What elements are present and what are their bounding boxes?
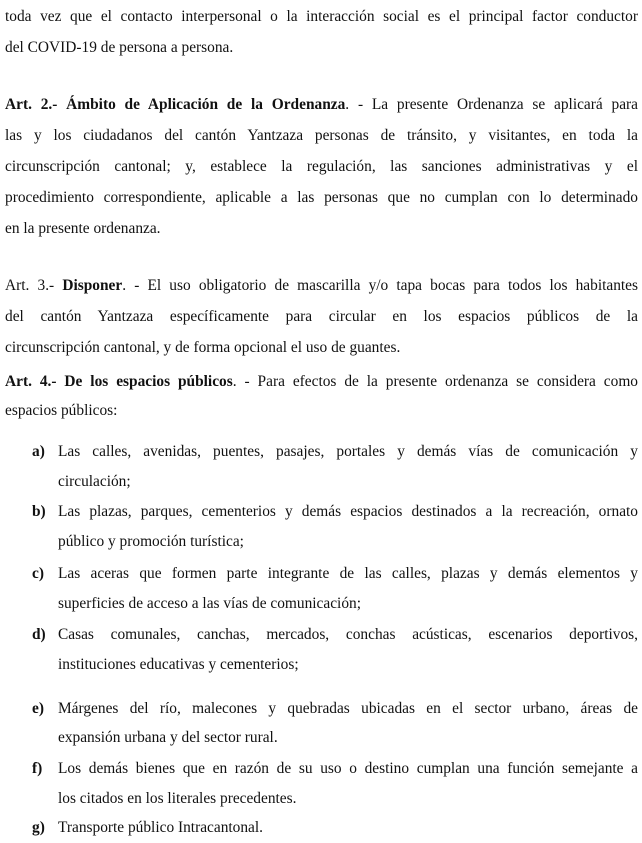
literal-text: Transporte público Intracantonal. — [58, 819, 264, 836]
literal-g — [5, 812, 638, 843]
literal-text: Los demás bienes que en razón de su uso o destino cumplan una función semejante a — [58, 760, 638, 777]
literal-f — [5, 753, 638, 784]
intro-line-2: del COVID-19 de persona a persona. — [5, 39, 234, 56]
literal-e — [5, 693, 638, 724]
literal-text: Las calles, avenidas, puentes, pasajes, portales y demás vías de comunicación y — [58, 443, 638, 460]
art3-line-1 — [5, 270, 638, 301]
art3-line-1-text: . - El uso obligatorio de mascarilla y/o tapa bocas para todos los habitantes — [122, 277, 638, 294]
literal-text: Las plazas, parques, cementerios y demás espacios destinados a la recreación, ornato — [58, 503, 638, 520]
intro-line-1: toda vez que el contacto interpersonal o la interacción social es el principal factor conductor — [5, 8, 638, 25]
art2-line-4: procedimiento correspondiente, aplicable a las personas que no cumplan con lo determinado — [5, 189, 638, 206]
literal-marker: d) — [32, 626, 46, 643]
art4-line-1-text: . - Para efectos de la presente ordenanza se considera como — [232, 373, 638, 390]
literal-marker: c) — [32, 565, 44, 582]
art3-heading: Disponer — [62, 277, 123, 294]
literal-text: Márgenes del río, malecones y quebradas ubicadas en el sector urbano, áreas de — [58, 700, 638, 717]
literal-marker: a) — [32, 443, 45, 460]
literal-text: Las aceras que formen parte integrante de las calles, plazas y demás elementos y — [58, 565, 638, 582]
literal-text: instituciones educativas y cementerios; — [58, 656, 299, 673]
art3-number: Art. 3.- — [5, 277, 55, 294]
literal-marker: e) — [32, 700, 44, 717]
literal-e-cont — [5, 722, 638, 753]
literal-c-cont — [5, 588, 638, 619]
art4-line-2: espacios públicos: — [5, 402, 118, 419]
literal-b — [5, 496, 638, 527]
literal-text: expansión urbana y del sector rural. — [58, 729, 278, 746]
art2-line-3: circunscripción cantonal; y, establece la regulación, las sanciones administrativas y el — [5, 158, 638, 175]
art2-line-5: en la presente ordenanza. — [5, 220, 161, 237]
art2-line-1-text: . - La presente Ordenanza se aplicará para — [345, 96, 638, 113]
art2-heading: Art. 2.- Ámbito de Aplicación de la Ordenanza — [5, 96, 346, 113]
art3-line-2: del cantón Yantzaza específicamente para circular en los espacios públicos de la — [5, 308, 638, 325]
art3-line-3: circunscripción cantonal, y de forma opcional el uso de guantes. — [5, 339, 401, 356]
literal-text: público y promoción turística; — [58, 533, 244, 550]
art2-line-1 — [5, 89, 638, 120]
art4-heading: Art. 4.- De los espacios públicos — [5, 373, 233, 390]
art4-line-1 — [5, 366, 638, 397]
literal-marker: f) — [32, 760, 43, 777]
literal-a — [5, 436, 638, 467]
literal-text: Casas comunales, canchas, mercados, conchas acústicas, escenarios deportivos, — [58, 626, 638, 643]
literal-a-cont — [5, 466, 638, 497]
literal-marker: g) — [32, 819, 45, 836]
literal-d-cont — [5, 649, 638, 680]
literal-d — [5, 619, 638, 650]
literal-f-cont — [5, 783, 638, 814]
literal-b-cont — [5, 526, 638, 557]
literal-text: superficies de acceso a las vías de comunicación; — [58, 595, 361, 612]
literal-marker: b) — [32, 503, 46, 520]
literal-c — [5, 558, 638, 589]
literal-text: los citados en los literales precedentes. — [58, 790, 297, 807]
literal-text: circulación; — [58, 473, 131, 490]
art2-line-2: las y los ciudadanos del cantón Yantzaza personas de tránsito, y visitantes, en toda la — [5, 127, 638, 144]
